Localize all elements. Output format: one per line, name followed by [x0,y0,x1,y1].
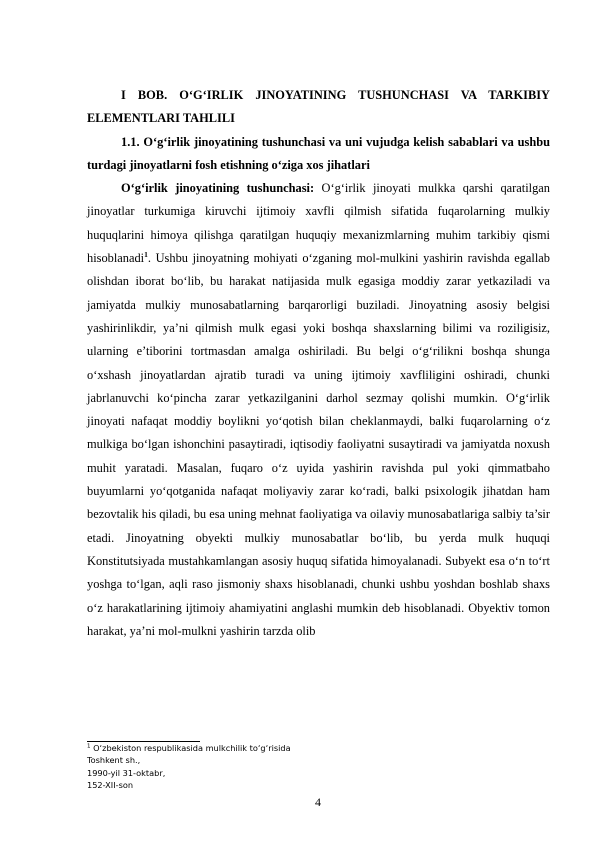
paragraph-text-part2: . Ushbu jinoyatning mohiyati o‘zganing mol-mulkini yashirin ravishda egallab olishdan iborat bo‘lib, bu harakat natijasida mulk egasiga moddiy zarar yetkaziladi va jamiyatda mulkiy munosabatlarning barqarorligi buziladi. Jinoyatning asosiy belgisi yashirinlikdir, ya’ni qilmish mulk egasi yoki boshqa shaxslarning bilimi va roziligisiz, ularning e’tiborini tortmasdan amalga oshiriladi. Bu belgi o‘g‘rilikni boshqa shunga o‘xshash jinoyatlardan ajratib turadi va uning ijtimoiy xavfliligini oshiradi, chunki jabrlanuvchi ko‘pincha zarar yetkazilganini darhol sezmay qolishi mumkin. O‘g‘irlik jinoyati nafaqat moddiy boylikni yo‘qotish bilan cheklanmaydi, balki fuqarolarning o‘z mulkiga bo‘lgan ishonchini pasaytiradi, iqtisodiy faoliyatni susaytiradi va jamiyatda noxush muhit yaratadi. Masalan, fuqaro o‘z uyida yashirin ravishda pul yoki qimmatbaho buyumlarni yo‘qotganida nafaqat moliyaviy zarar ko‘radi, balki psixologik jihatdan ham bezovtalik his qiladi, bu esa uning mehnat faoliyatiga va oilaviy munosabatlariga salbiy ta’sir etadi. Jinoyatning obyekti mulkiy munosabatlar bo‘lib, bu yerda mulk huquqi Konstitutsiyada mustahkamlangan asosiy huquq sifatida himoyalanadi. Subyekt esa o‘n to‘rt yoshga to‘lgan, aqli raso jismoniy shaxs hisoblanadi, chunki ushbu yoshdan boshlab shaxs o‘z harakatlarining ijtimoiy ahamiyatini anglashi mumkin deb hisoblanadi. Obyektiv tomon harakat, ya’ni mol-mulkni yashirin tarzda olib [87,251,550,638]
footnote-reference[interactable]: 1 [144,249,148,259]
footnote-line-1 [87,742,387,754]
page-number: 4 [315,795,321,809]
footnote [87,742,387,791]
footnote-line-3: 1990-yil 31-oktabr, [87,767,166,778]
body-paragraph [87,177,550,643]
footnote-line-2: Toshkent sh., [87,755,141,766]
footnote-text-1: O‘zbekiston respublikasida mulkchilik to‘g‘risida [90,743,291,753]
section-title: 1.1. O‘g‘irlik jinoyatining tushunchasi va uni vujudga kelish sabablari va ushbu turdagi jinoyatlarni fosh etishning o‘ziga xos jihatlari [87,134,550,172]
paragraph-text-part1: O‘g‘irlik jinoyati mulkka qarshi qaratilgan jinoyatlar turkumiga kiruvchi ijtimoiy xavfli qilmish sifatida fuqarolarning mulkiy huquqlarini himoya qilishga qaratilgan huquqiy mexanizmlarning muhim tarkibiy qismi hisoblanadi [87,181,550,266]
paragraph-term: O‘g‘irlik jinoyatining tushunchasi: [121,181,315,196]
footnote-line-4: 152-XII-son [87,779,134,790]
footnote-marker: 1 [87,743,91,750]
main-text [87,84,550,643]
chapter-title: I BOB. O‘G‘IRLIK JINOYATINING TUSHUNCHASI VA TARKIBIY ELEMENTLARI TAHLILI [87,88,550,126]
